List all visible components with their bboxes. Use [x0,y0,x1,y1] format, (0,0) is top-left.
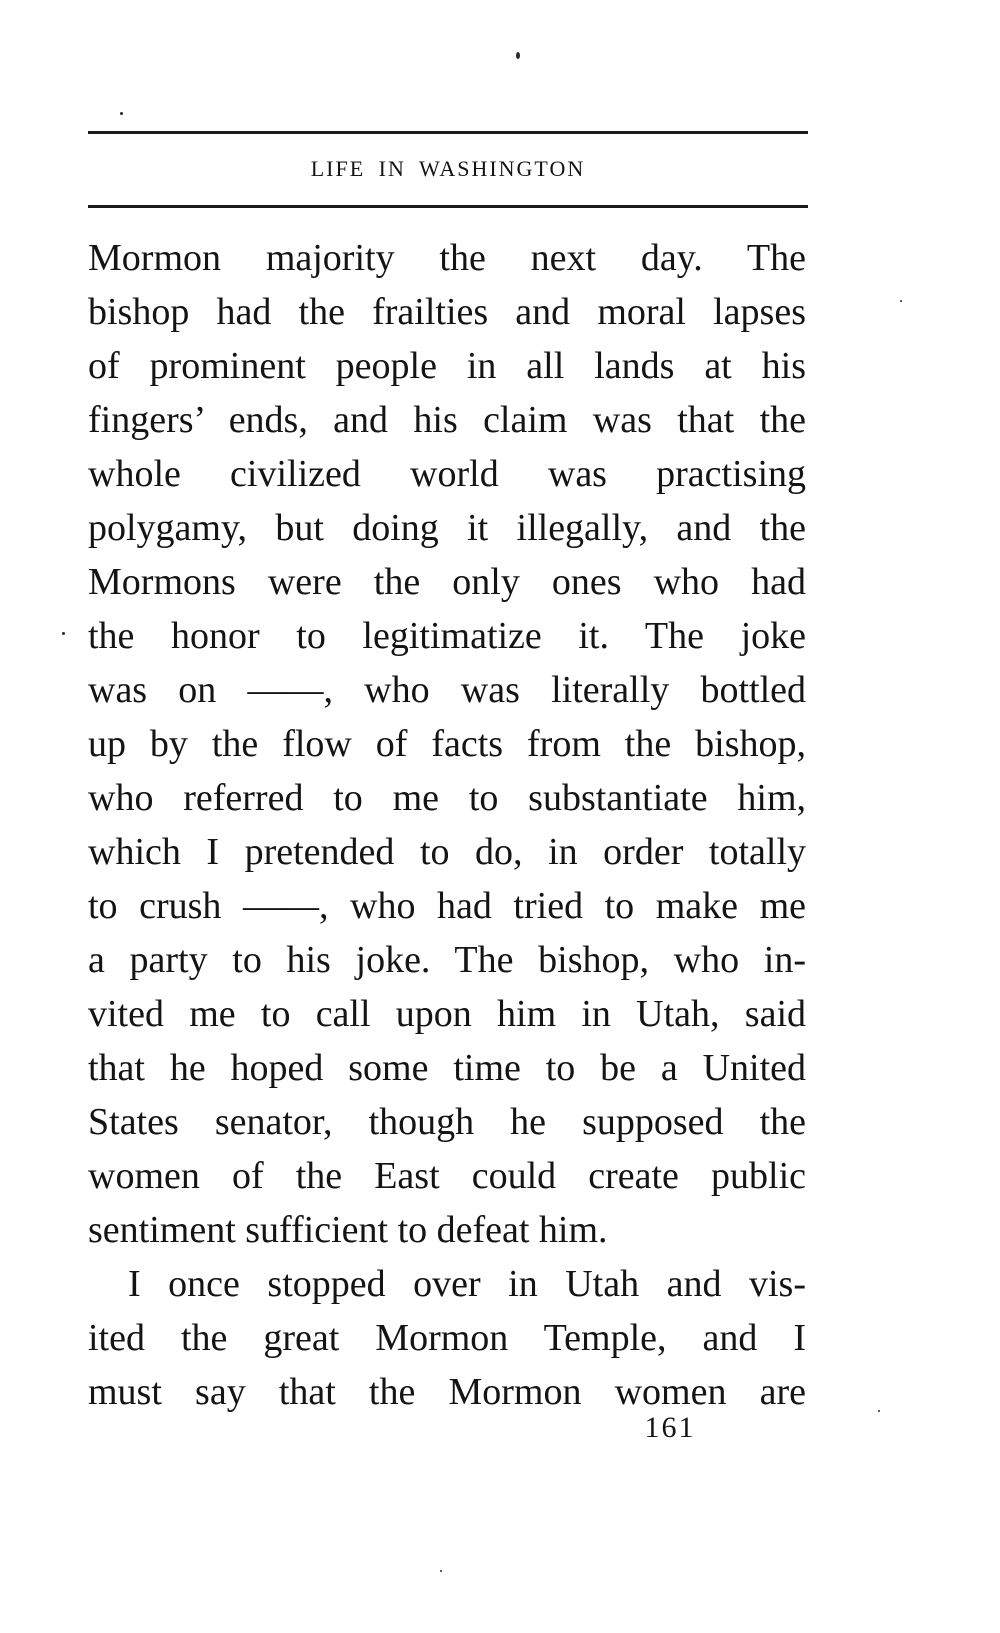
text-line-6: polygamy, but doing it illegally, and the [88,507,806,549]
text-line-3: of prominent people in all lands at his [88,345,806,387]
text-line-8: the honor to legitimatize it. The joke [88,615,806,657]
text-line-19: sentiment sufficient to defeat him. [88,1209,608,1251]
header-rule-top [88,131,808,134]
text-line-21: ited the great Mormon Temple, and I [88,1317,806,1359]
text-line-9: was on ——, who was literally bottled [88,669,806,711]
text-line-10: up by the flow of facts from the bishop, [88,723,806,765]
text-line-5: whole civilized world was practising [88,453,806,495]
text-line-2: bishop had the frailties and moral lapses [88,291,806,333]
text-line-4: fingers’ ends, and his claim was that the [88,399,806,441]
text-line-12: which I pretended to do, in order totally [88,831,806,873]
text-line-14: a party to his joke. The bishop, who in- [88,939,806,981]
print-speck [62,632,65,635]
running-head-title: LIFE IN WASHINGTON [310,156,586,181]
text-line-22: must say that the Mormon women are [88,1371,806,1413]
print-speck [440,1570,442,1572]
text-line-7: Mormons were the only ones who had [88,561,806,603]
text-line-1: Mormon majority the next day. The [88,237,806,279]
print-speck [120,112,123,115]
header-rule-bottom [88,205,808,208]
text-line-20: I once stopped over in Utah and vis- [128,1263,806,1305]
text-line-15: vited me to call upon him in Utah, said [88,993,806,1035]
text-line-18: women of the East could create public [88,1155,806,1197]
text-line-11: who referred to me to substantiate him, [88,777,806,819]
page-number: 161 [644,1411,696,1444]
text-line-16: that he hoped some time to be a United [88,1047,806,1089]
print-speck [516,52,520,59]
text-line-17: States senator, though he supposed the [88,1101,806,1143]
text-line-13: to crush ——, who had tried to make me [88,885,806,927]
print-speck [900,300,902,302]
print-speck [878,1410,880,1412]
